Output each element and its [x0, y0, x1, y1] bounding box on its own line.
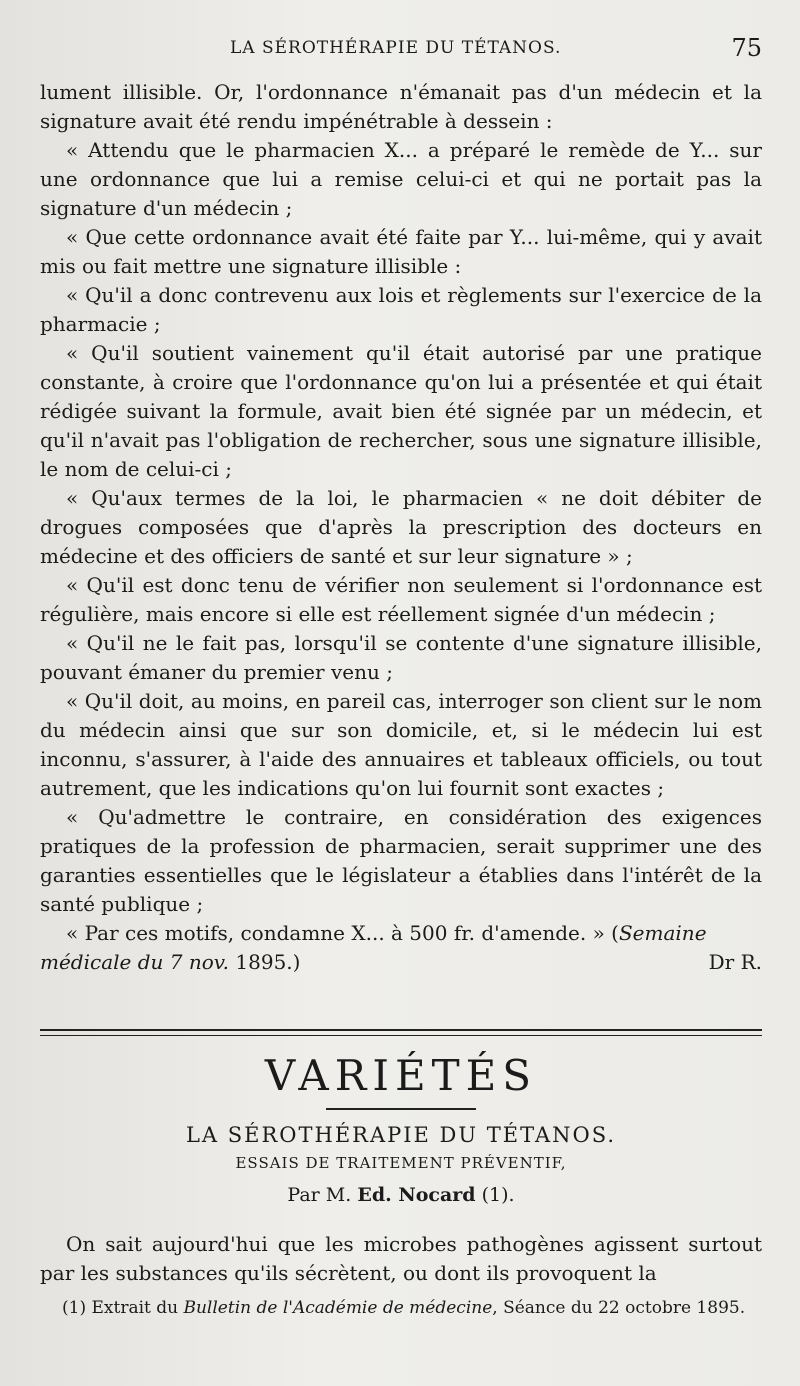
article-title: LA SÉROTHÉRAPIE DU TÉTANOS.: [185, 1123, 617, 1147]
running-title: LA SÉROTHÉRAPIE DU TÉTANOS.: [230, 38, 562, 58]
author-note: (1).: [475, 1184, 515, 1206]
section-heading: VARIÉTÉS: [264, 1051, 538, 1100]
heading-rule: [326, 1108, 476, 1110]
varietes-section: [40, 1050, 762, 1212]
main-text: [40, 78, 762, 977]
paragraph: « Que cette ordonnance avait été faite par Y... lui-même, qui y avait mis ou fait mettre une signature illisible :: [40, 225, 762, 278]
running-head: [40, 34, 762, 68]
footnote-prefix: (1) Extrait du: [62, 1298, 184, 1318]
paragraph: « Qu'il est donc tenu de vérifier non seulement si l'ordonnance est régulière, mais encore si elle est réellement signée d'un médecin ;: [40, 573, 762, 626]
footnote-text: [40, 1297, 762, 1320]
paragraph: « Attendu que le pharmacien X... a préparé le remède de Y... sur une ordonnance que lui a remise celui-ci et qui ne portait pas la signature d'un médecin ;: [40, 138, 762, 220]
paragraph: « Qu'il ne le fait pas, lorsqu'il se contente d'une signature illisible, pouvant émaner du premier venu ;: [40, 631, 762, 684]
footnote-italic: Bulletin de l'Académie de médecine: [183, 1298, 493, 1318]
page-number: 75: [731, 34, 762, 62]
source-italic: Semaine médicale du 7 nov.: [40, 921, 707, 974]
signature: Dr R.: [708, 950, 762, 974]
paragraph: lument illisible. Or, l'ordonnance n'émanait pas d'un médecin et la signature avait été rendu impénétrable à dessein :: [40, 80, 762, 133]
section-divider: [40, 1029, 762, 1036]
article-text: [40, 1230, 762, 1288]
article-author: [40, 1178, 762, 1212]
footnote: [40, 1297, 762, 1320]
paragraph: « Qu'admettre le contraire, en considération des exigences pratiques de la profession de pharmacien, serait supprimer une des garanties essentielles que le législateur a établies dans l'intérêt de la santé publique ;: [40, 805, 762, 916]
closing-text: « Par ces motifs, condamne X... à 500 fr. d'amende. » (: [66, 921, 619, 945]
author-prefix: Par M.: [287, 1184, 358, 1206]
footnote-suffix: , Séance du 22 octobre 1895.: [492, 1298, 746, 1318]
paragraph: « Qu'aux termes de la loi, le pharmacien « ne doit débiter de drogues composées que d'après la prescription des docteurs en médecine et des officiers de santé et sur leur signature » ;: [40, 486, 762, 568]
paragraph: On sait aujourd'hui que les microbes pathogènes agissent surtout par les substances qu'ils sécrètent, ou dont ils provoquent la: [40, 1232, 762, 1285]
paragraph: « Qu'il a donc contrevenu aux lois et règlements sur l'exercice de la pharmacie ;: [40, 283, 762, 336]
closing-paragraph: [40, 919, 762, 977]
paragraph: « Qu'il soutient vainement qu'il était autorisé par une pratique constante, à croire que l'ordonnance qu'on lui a présentée et qui était rédigée suivant la formule, avait bien été signée par un médecin, et qu'il n'avait pas l'obligation de rechercher, sous une signature illisible, le nom de celui-ci ;: [40, 341, 762, 481]
article-subtitle: ESSAIS DE TRAITEMENT PRÉVENTIF,: [235, 1154, 567, 1172]
source-year: 1895.): [229, 950, 301, 974]
author-name: Ed. Nocard: [357, 1184, 476, 1206]
paragraph: « Qu'il doit, au moins, en pareil cas, interroger son client sur le nom du médecin ainsi que sur son domicile, et, si le médecin lui est inconnu, s'assurer, à l'aide des annuaires et tableaux officiels, ou tout autrement, que les indications qu'on lui fournit sont exactes ;: [40, 689, 762, 800]
